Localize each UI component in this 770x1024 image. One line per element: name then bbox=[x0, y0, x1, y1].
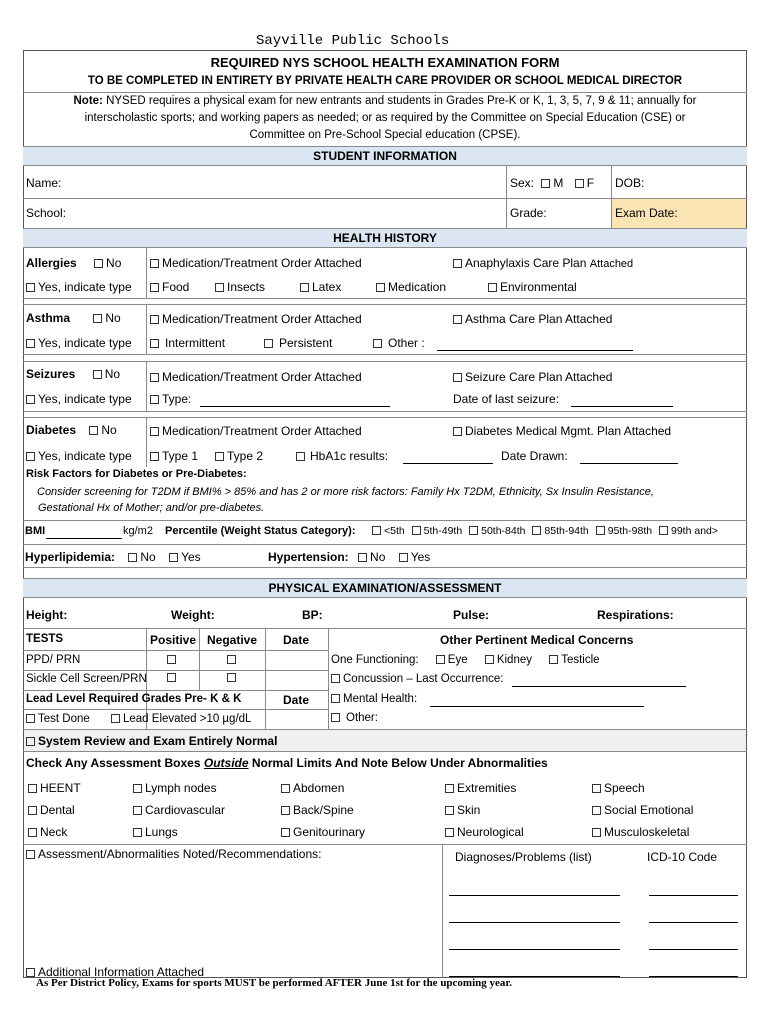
concussion: Concussion – Last Occurrence: bbox=[331, 673, 503, 685]
speech-checkbox[interactable] bbox=[592, 784, 601, 793]
system-review-checkbox[interactable] bbox=[26, 737, 35, 746]
social-emotional-checkbox[interactable] bbox=[592, 806, 601, 815]
asthma-type-intermittent: Intermittent bbox=[150, 336, 225, 350]
mental-health-checkbox[interactable] bbox=[331, 694, 340, 703]
bmi-label: BMI bbox=[25, 525, 46, 537]
ppd-negative-checkbox[interactable] bbox=[227, 655, 236, 664]
hba1c-line[interactable] bbox=[403, 463, 493, 464]
dental-checkbox[interactable] bbox=[28, 806, 37, 815]
eye-checkbox[interactable] bbox=[436, 655, 445, 664]
seizures-row-1: Seizures No bbox=[26, 367, 121, 381]
system-neck: Neck bbox=[28, 825, 67, 839]
asthma-med-order-checkbox[interactable] bbox=[150, 315, 159, 324]
name-field[interactable]: Name: bbox=[26, 176, 62, 190]
diabetes-type1: Type 1 bbox=[150, 449, 198, 463]
genitourinary-checkbox[interactable] bbox=[281, 828, 290, 837]
back-spine-checkbox[interactable] bbox=[281, 806, 290, 815]
system-speech: Speech bbox=[592, 781, 645, 795]
mental-health: Mental Health: bbox=[331, 693, 417, 705]
pct-50-84-checkbox[interactable] bbox=[469, 526, 478, 535]
diagnosis-line[interactable] bbox=[449, 895, 620, 896]
physical-exam-heading: PHYSICAL EXAMINATION/ASSESSMENT bbox=[23, 578, 747, 598]
system-cardiovascular: Cardiovascular bbox=[133, 803, 225, 817]
health-history-heading: HEALTH HISTORY bbox=[23, 228, 747, 248]
lead-date-header: Date bbox=[283, 693, 310, 707]
diabetes-row-1: Diabetes No bbox=[26, 423, 117, 437]
one-functioning-row: One Functioning: Eye Kidney Testicle bbox=[331, 654, 600, 666]
assessment-notes: Assessment/Abnormalities Noted/Recommendations: bbox=[26, 847, 321, 861]
pct-99-checkbox[interactable] bbox=[659, 526, 668, 535]
hyperlipidemia-yes-checkbox[interactable] bbox=[169, 553, 178, 562]
seizure-type: Type: bbox=[150, 392, 191, 406]
respirations-field[interactable]: Respirations: bbox=[597, 608, 674, 622]
icd10-line[interactable] bbox=[649, 976, 738, 977]
diagnoses-header: Diagnoses/Problems (list) bbox=[455, 850, 592, 864]
student-info-heading: STUDENT INFORMATION bbox=[23, 146, 747, 166]
asthma-plan-checkbox[interactable] bbox=[453, 315, 462, 324]
seizures-yes-checkbox[interactable] bbox=[26, 395, 35, 404]
additional-info-checkbox[interactable] bbox=[26, 968, 35, 977]
medication-checkbox[interactable] bbox=[376, 283, 385, 292]
asthma-yes: Yes, indicate type bbox=[26, 336, 132, 350]
other-concerns-header: Other Pertinent Medical Concerns bbox=[440, 633, 634, 647]
percentile-options: <5th 5th-49th 50th-84th 85th-94th 95th-98th 99th and> bbox=[372, 525, 718, 537]
skin-checkbox[interactable] bbox=[445, 806, 454, 815]
diabetes-med-order: Medication/Treatment Order Attached bbox=[150, 424, 362, 438]
concussion-checkbox[interactable] bbox=[331, 674, 340, 683]
lead-elevated-checkbox[interactable] bbox=[111, 714, 120, 723]
allergy-type-food: Food bbox=[150, 280, 189, 294]
bmi-unit: kg/m2 bbox=[123, 525, 153, 537]
asthma-plan: Asthma Care Plan Attached bbox=[453, 312, 612, 326]
form-subtitle: TO BE COMPLETED IN ENTIRETY BY PRIVATE HEALTH CARE PROVIDER OR SCHOOL MEDICAL DIRECTOR bbox=[87, 75, 683, 87]
negative-header: Negative bbox=[207, 633, 258, 647]
other-concern: Other: bbox=[331, 712, 378, 724]
check-instructions: Check Any Assessment Boxes Outside Normal Limits And Note Below Under Abnormalities bbox=[26, 756, 548, 770]
asthma-yes-checkbox[interactable] bbox=[26, 339, 35, 348]
risk-heading: Risk Factors for Diabetes or Pre-Diabetes: bbox=[26, 468, 247, 480]
asthma-no-checkbox[interactable] bbox=[93, 314, 102, 323]
bp-field[interactable]: BP: bbox=[302, 608, 323, 622]
seizure-plan: Seizure Care Plan Attached bbox=[453, 370, 612, 384]
environmental-checkbox[interactable] bbox=[488, 283, 497, 292]
hba1c: HbA1c results: bbox=[296, 449, 388, 463]
icd10-line[interactable] bbox=[649, 895, 738, 896]
extremities-checkbox[interactable] bbox=[445, 784, 454, 793]
system-musculoskeletal: Musculoskeletal bbox=[592, 825, 689, 839]
seizures-yes: Yes, indicate type bbox=[26, 392, 132, 406]
icd10-line[interactable] bbox=[649, 922, 738, 923]
test-done-checkbox[interactable] bbox=[26, 714, 35, 723]
diabetes-plan: Diabetes Medical Mgmt. Plan Attached bbox=[453, 424, 671, 438]
asthma-other-checkbox[interactable] bbox=[373, 339, 382, 348]
pct-85-94-checkbox[interactable] bbox=[532, 526, 541, 535]
neurological-checkbox[interactable] bbox=[445, 828, 454, 837]
school-field[interactable]: School: bbox=[26, 206, 67, 220]
hypertension-no-checkbox[interactable] bbox=[358, 553, 367, 562]
allergy-type-latex: Latex bbox=[300, 280, 341, 294]
type1-checkbox[interactable] bbox=[150, 452, 159, 461]
seizure-plan-checkbox[interactable] bbox=[453, 373, 462, 382]
abdomen-checkbox[interactable] bbox=[281, 784, 290, 793]
testicle-checkbox[interactable] bbox=[549, 655, 558, 664]
note-line-2: interscholastic sports; and working papers as needed; or as required by the Committee on Special Education (CSE) or bbox=[84, 112, 686, 124]
ppd-label: PPD/ PRN bbox=[26, 654, 81, 666]
allergies-no-checkbox[interactable] bbox=[94, 259, 103, 268]
last-seizure-label: Date of last seizure: bbox=[453, 392, 560, 406]
lead-elevated: Lead Elevated >10 µg/dL bbox=[111, 713, 251, 725]
allergies-med-order-checkbox[interactable] bbox=[150, 259, 159, 268]
sickle-label: Sickle Cell Screen/PRN bbox=[26, 673, 147, 685]
insects-checkbox[interactable] bbox=[215, 283, 224, 292]
test-done: Test Done bbox=[26, 713, 90, 725]
icd10-line[interactable] bbox=[649, 949, 738, 950]
food-checkbox[interactable] bbox=[150, 283, 159, 292]
seizure-type-checkbox[interactable] bbox=[150, 395, 159, 404]
system-genitourinary: Genitourinary bbox=[281, 825, 365, 839]
diabetes-no-checkbox[interactable] bbox=[89, 426, 98, 435]
anaphylaxis-plan-checkbox[interactable] bbox=[453, 259, 462, 268]
bmi-line[interactable] bbox=[46, 538, 122, 539]
hba1c-checkbox[interactable] bbox=[296, 452, 305, 461]
sex-m-checkbox[interactable] bbox=[541, 179, 550, 188]
form-title: REQUIRED NYS SCHOOL HEALTH EXAMINATION FORM bbox=[210, 55, 560, 70]
footer-note: As Per District Policy, Exams for sports MUST be performed AFTER June 1st for the upcoming year. bbox=[36, 977, 513, 989]
sex-field[interactable]: Sex: M F bbox=[510, 176, 595, 190]
cardiovascular-checkbox[interactable] bbox=[133, 806, 142, 815]
mental-health-line[interactable] bbox=[430, 706, 644, 707]
diabetes-yes-checkbox[interactable] bbox=[26, 452, 35, 461]
icd10-header: ICD-10 Code bbox=[647, 850, 718, 864]
allergy-type-medication: Medication bbox=[376, 280, 446, 294]
asthma-row-1: Asthma No bbox=[26, 311, 121, 325]
hypertension-yes-checkbox[interactable] bbox=[399, 553, 408, 562]
note-line-3: Committee on Pre-School Special education (CPSE). bbox=[249, 129, 521, 141]
system-extremities: Extremities bbox=[445, 781, 516, 795]
positive-header: Positive bbox=[150, 633, 197, 647]
risk-line-1: Consider screening for T2DM if BMI% > 85% and has 2 or more risk factors: Family Hx T2DM, Ethnicity, Sx Insulin Resistance, bbox=[37, 486, 654, 498]
pct-5-49-checkbox[interactable] bbox=[412, 526, 421, 535]
system-lymph: Lymph nodes bbox=[133, 781, 217, 795]
assessment-checkbox[interactable] bbox=[26, 850, 35, 859]
asthma-med-order: Medication/Treatment Order Attached bbox=[150, 312, 362, 326]
latex-checkbox[interactable] bbox=[300, 283, 309, 292]
lymph-checkbox[interactable] bbox=[133, 784, 142, 793]
system-neurological: Neurological bbox=[445, 825, 524, 839]
other-concern-checkbox[interactable] bbox=[331, 713, 340, 722]
dob-field[interactable]: DOB: bbox=[615, 176, 645, 190]
diabetes-plan-checkbox[interactable] bbox=[453, 427, 462, 436]
district-name: Sayville Public Schools bbox=[256, 33, 450, 49]
system-review: System Review and Exam Entirely Normal bbox=[26, 734, 277, 748]
sickle-negative-checkbox[interactable] bbox=[227, 673, 236, 682]
asthma-type-other: Other : bbox=[373, 336, 425, 350]
note-line-1: Note: NYSED requires a physical exam for new entrants and students in Grades Pre-K or K, 1, 3, 5, 7, 9 & 11; annually for bbox=[73, 95, 697, 107]
anaphylaxis-plan: Anaphylaxis Care Plan Attached bbox=[453, 256, 633, 270]
allergies-row-1: Allergies No bbox=[26, 256, 122, 270]
date-drawn-line[interactable] bbox=[580, 463, 678, 464]
kidney-checkbox[interactable] bbox=[485, 655, 494, 664]
musculoskeletal-checkbox[interactable] bbox=[592, 828, 601, 837]
sex-f-checkbox[interactable] bbox=[575, 179, 584, 188]
grade-field[interactable]: Grade: bbox=[510, 206, 547, 220]
allergy-type-environmental: Environmental bbox=[488, 280, 577, 294]
seizures-med-order: Medication/Treatment Order Attached bbox=[150, 370, 362, 384]
diagnosis-line[interactable] bbox=[449, 949, 620, 950]
pct-95-98-checkbox[interactable] bbox=[596, 526, 605, 535]
allergies-yes-checkbox[interactable] bbox=[26, 283, 35, 292]
system-lungs: Lungs bbox=[133, 825, 178, 839]
diabetes-yes: Yes, indicate type bbox=[26, 449, 132, 463]
ppd-positive-checkbox[interactable] bbox=[167, 655, 176, 664]
pulse-field[interactable]: Pulse: bbox=[453, 608, 490, 622]
seizure-type-line[interactable] bbox=[200, 406, 390, 407]
date-header: Date bbox=[283, 633, 310, 647]
seizures-no-checkbox[interactable] bbox=[93, 370, 102, 379]
percentile-label: Percentile (Weight Status Category): bbox=[165, 525, 356, 537]
last-seizure-line[interactable] bbox=[571, 406, 673, 407]
height-field[interactable]: Height: bbox=[26, 608, 68, 622]
diabetes-med-order-checkbox[interactable] bbox=[150, 427, 159, 436]
intermittent-checkbox[interactable] bbox=[150, 339, 159, 348]
type2-checkbox[interactable] bbox=[215, 452, 224, 461]
neck-checkbox[interactable] bbox=[28, 828, 37, 837]
diabetes-type2: Type 2 bbox=[215, 449, 263, 463]
exam-date-field[interactable]: Exam Date: bbox=[615, 206, 678, 220]
system-dental: Dental bbox=[28, 803, 75, 817]
hyperlipidemia-no-checkbox[interactable] bbox=[128, 553, 137, 562]
system-skin: Skin bbox=[445, 803, 480, 817]
lungs-checkbox[interactable] bbox=[133, 828, 142, 837]
allergies-med-order: Medication/Treatment Order Attached bbox=[150, 256, 362, 270]
system-back-spine: Back/Spine bbox=[281, 803, 354, 817]
pct-lt5-checkbox[interactable] bbox=[372, 526, 381, 535]
allergies-yes: Yes, indicate type bbox=[26, 280, 132, 294]
seizures-med-order-checkbox[interactable] bbox=[150, 373, 159, 382]
diagnosis-line[interactable] bbox=[449, 922, 620, 923]
weight-field[interactable]: Weight: bbox=[171, 608, 215, 622]
heent-checkbox[interactable] bbox=[28, 784, 37, 793]
tests-header: TESTS bbox=[26, 633, 64, 645]
date-drawn-label: Date Drawn: bbox=[501, 449, 568, 463]
additional-info: Additional Information Attached bbox=[26, 965, 204, 979]
hypertension-row: Hypertension: No Yes bbox=[268, 550, 431, 564]
allergy-type-insects: Insects bbox=[215, 280, 265, 294]
lead-required-label: Lead Level Required Grades Pre- K & K bbox=[26, 693, 242, 705]
sickle-positive-checkbox[interactable] bbox=[167, 673, 176, 682]
system-heent: HEENT bbox=[28, 781, 81, 795]
system-social-emotional: Social Emotional bbox=[592, 803, 693, 817]
system-abdomen: Abdomen bbox=[281, 781, 344, 795]
risk-line-2: Gestational Hx of Mother; and/or pre-diabetes. bbox=[38, 502, 265, 514]
asthma-other-line[interactable] bbox=[437, 350, 633, 351]
concussion-line[interactable] bbox=[512, 686, 686, 687]
hyperlipidemia-row: Hyperlipidemia: No Yes bbox=[25, 550, 201, 564]
asthma-type-persistent: Persistent bbox=[264, 336, 332, 350]
persistent-checkbox[interactable] bbox=[264, 339, 273, 348]
